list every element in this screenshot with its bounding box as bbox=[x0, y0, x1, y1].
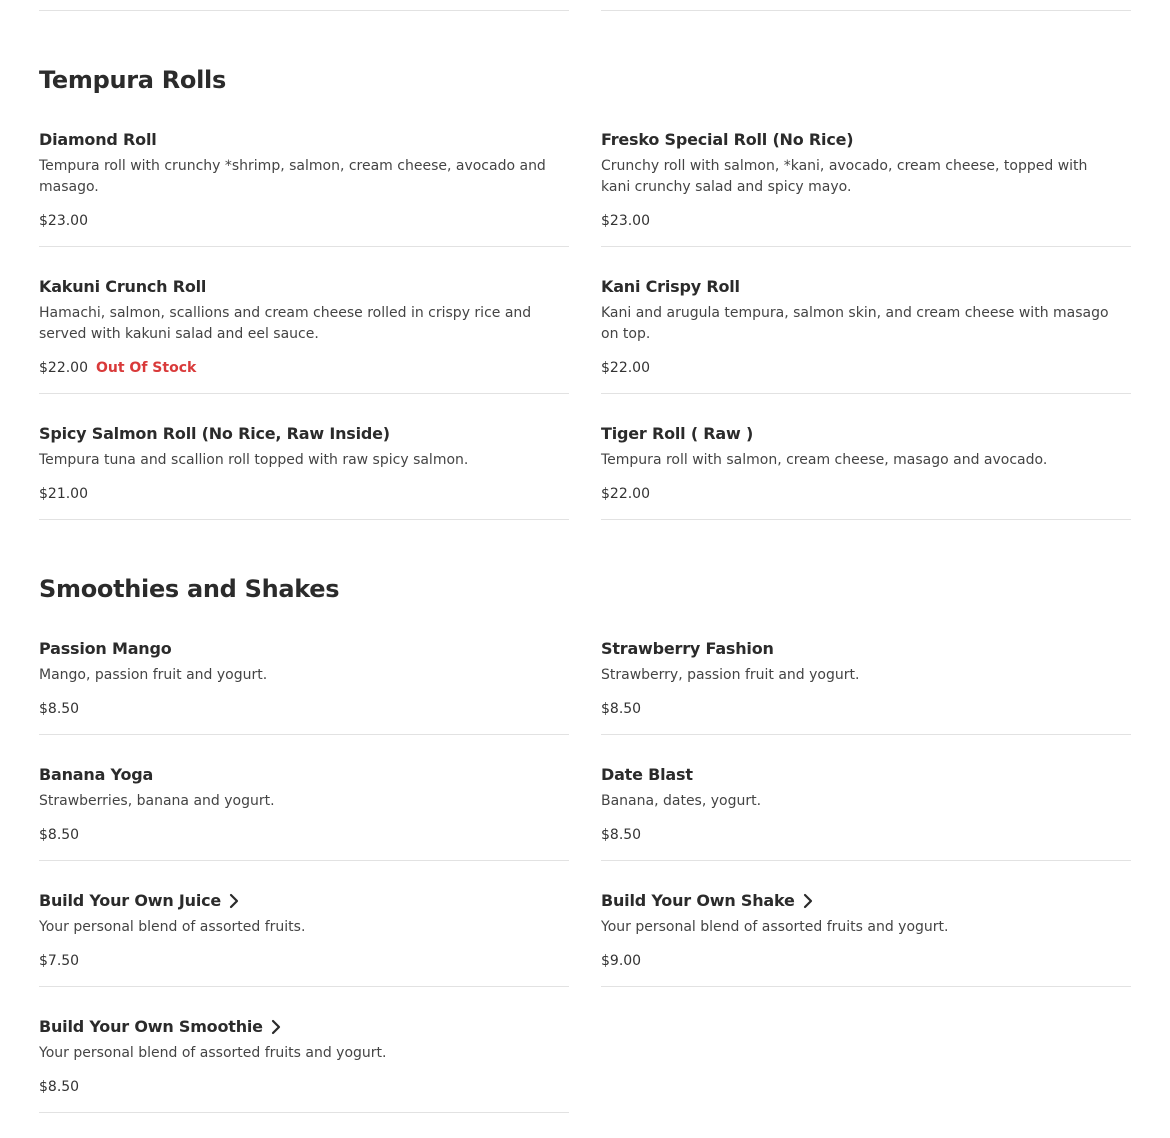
menu-item-spicy-salmon-roll[interactable] bbox=[39, 394, 569, 520]
item-name: Diamond Roll bbox=[39, 130, 157, 149]
item-description: Your personal blend of assorted fruits and yogurt. bbox=[39, 1045, 387, 1061]
item-price: $23.00 bbox=[601, 213, 650, 229]
item-price: $8.50 bbox=[39, 827, 80, 843]
item-name: Tiger Roll ( Raw ) bbox=[601, 424, 754, 443]
menu-item-build-your-own-shake[interactable] bbox=[601, 861, 1131, 987]
item-name: Build Your Own Smoothie bbox=[39, 1017, 263, 1036]
item-description: Your personal blend of assorted fruits and yogurt. bbox=[601, 919, 949, 935]
menu-item-strawberry-fashion[interactable] bbox=[601, 609, 1131, 735]
item-description: Tempura tuna and scallion roll topped with raw spicy salmon. bbox=[39, 452, 469, 468]
item-price: $7.50 bbox=[39, 953, 80, 969]
chevron-right-icon bbox=[269, 1019, 283, 1035]
item-description: Tempura roll with salmon, cream cheese, masago and avocado. bbox=[601, 452, 1048, 468]
item-name: Date Blast bbox=[601, 765, 693, 784]
previous-section-end bbox=[39, 0, 1131, 11]
item-description: Crunchy roll with salmon, *kani, avocado, cream cheese, topped with kani crunchy salad and spicy mayo. bbox=[601, 158, 1088, 195]
item-price: $21.00 bbox=[39, 486, 88, 502]
out-of-stock-badge: Out Of Stock bbox=[96, 360, 197, 376]
item-price: $23.00 bbox=[39, 213, 88, 229]
item-description: Strawberries, banana and yogurt. bbox=[39, 793, 275, 809]
item-name: Build Your Own Shake bbox=[601, 891, 795, 910]
menu-item-fresko-special-roll[interactable] bbox=[601, 100, 1131, 247]
menu-grid bbox=[39, 609, 1131, 1113]
menu-grid bbox=[39, 100, 1131, 520]
item-price: $8.50 bbox=[601, 701, 642, 717]
divider bbox=[601, 0, 1131, 11]
item-description: Your personal blend of assorted fruits. bbox=[39, 919, 306, 935]
menu-item-date-blast[interactable] bbox=[601, 735, 1131, 861]
item-name: Fresko Special Roll (No Rice) bbox=[601, 130, 854, 149]
item-price: $22.00 bbox=[601, 486, 650, 502]
item-price: $8.50 bbox=[39, 701, 80, 717]
menu-item-tiger-roll[interactable] bbox=[601, 394, 1131, 520]
item-name: Kakuni Crunch Roll bbox=[39, 277, 207, 296]
menu-item-kakuni-crunch-roll[interactable] bbox=[39, 247, 569, 394]
item-description: Strawberry, passion fruit and yogurt. bbox=[601, 667, 860, 683]
divider bbox=[39, 0, 569, 11]
menu-item-build-your-own-juice[interactable] bbox=[39, 861, 569, 987]
item-name: Spicy Salmon Roll (No Rice, Raw Inside) bbox=[39, 424, 390, 443]
section-tempura-rolls bbox=[39, 66, 1131, 520]
menu-item-diamond-roll[interactable] bbox=[39, 100, 569, 247]
chevron-right-icon bbox=[801, 893, 815, 909]
item-price: $8.50 bbox=[601, 827, 642, 843]
item-name: Kani Crispy Roll bbox=[601, 277, 740, 296]
item-description: Tempura roll with crunchy *shrimp, salmon, cream cheese, avocado and masago. bbox=[39, 158, 546, 195]
menu-item-kani-crispy-roll[interactable] bbox=[601, 247, 1131, 394]
item-name: Strawberry Fashion bbox=[601, 639, 774, 658]
menu-item-build-your-own-smoothie[interactable] bbox=[39, 987, 569, 1113]
item-description: Banana, dates, yogurt. bbox=[601, 793, 762, 809]
section-smoothies-and-shakes bbox=[39, 575, 1131, 1113]
item-description: Kani and arugula tempura, salmon skin, and cream cheese with masago on top. bbox=[601, 305, 1109, 342]
item-name: Banana Yoga bbox=[39, 765, 154, 784]
section-title: Tempura Rolls bbox=[39, 66, 226, 94]
item-price: $8.50 bbox=[39, 1079, 80, 1095]
item-name: Build Your Own Juice bbox=[39, 891, 222, 910]
item-price: $9.00 bbox=[601, 953, 642, 969]
section-title: Smoothies and Shakes bbox=[39, 575, 340, 603]
item-description: Hamachi, salmon, scallions and cream cheese rolled in crispy rice and served with kakuni salad and eel sauce. bbox=[39, 305, 532, 342]
item-price: $22.00 bbox=[39, 360, 88, 376]
item-name: Passion Mango bbox=[39, 639, 172, 658]
item-description: Mango, passion fruit and yogurt. bbox=[39, 667, 268, 683]
menu-item-banana-yoga[interactable] bbox=[39, 735, 569, 861]
item-price: $22.00 bbox=[601, 360, 650, 376]
chevron-right-icon bbox=[227, 893, 241, 909]
menu-item-passion-mango[interactable] bbox=[39, 609, 569, 735]
